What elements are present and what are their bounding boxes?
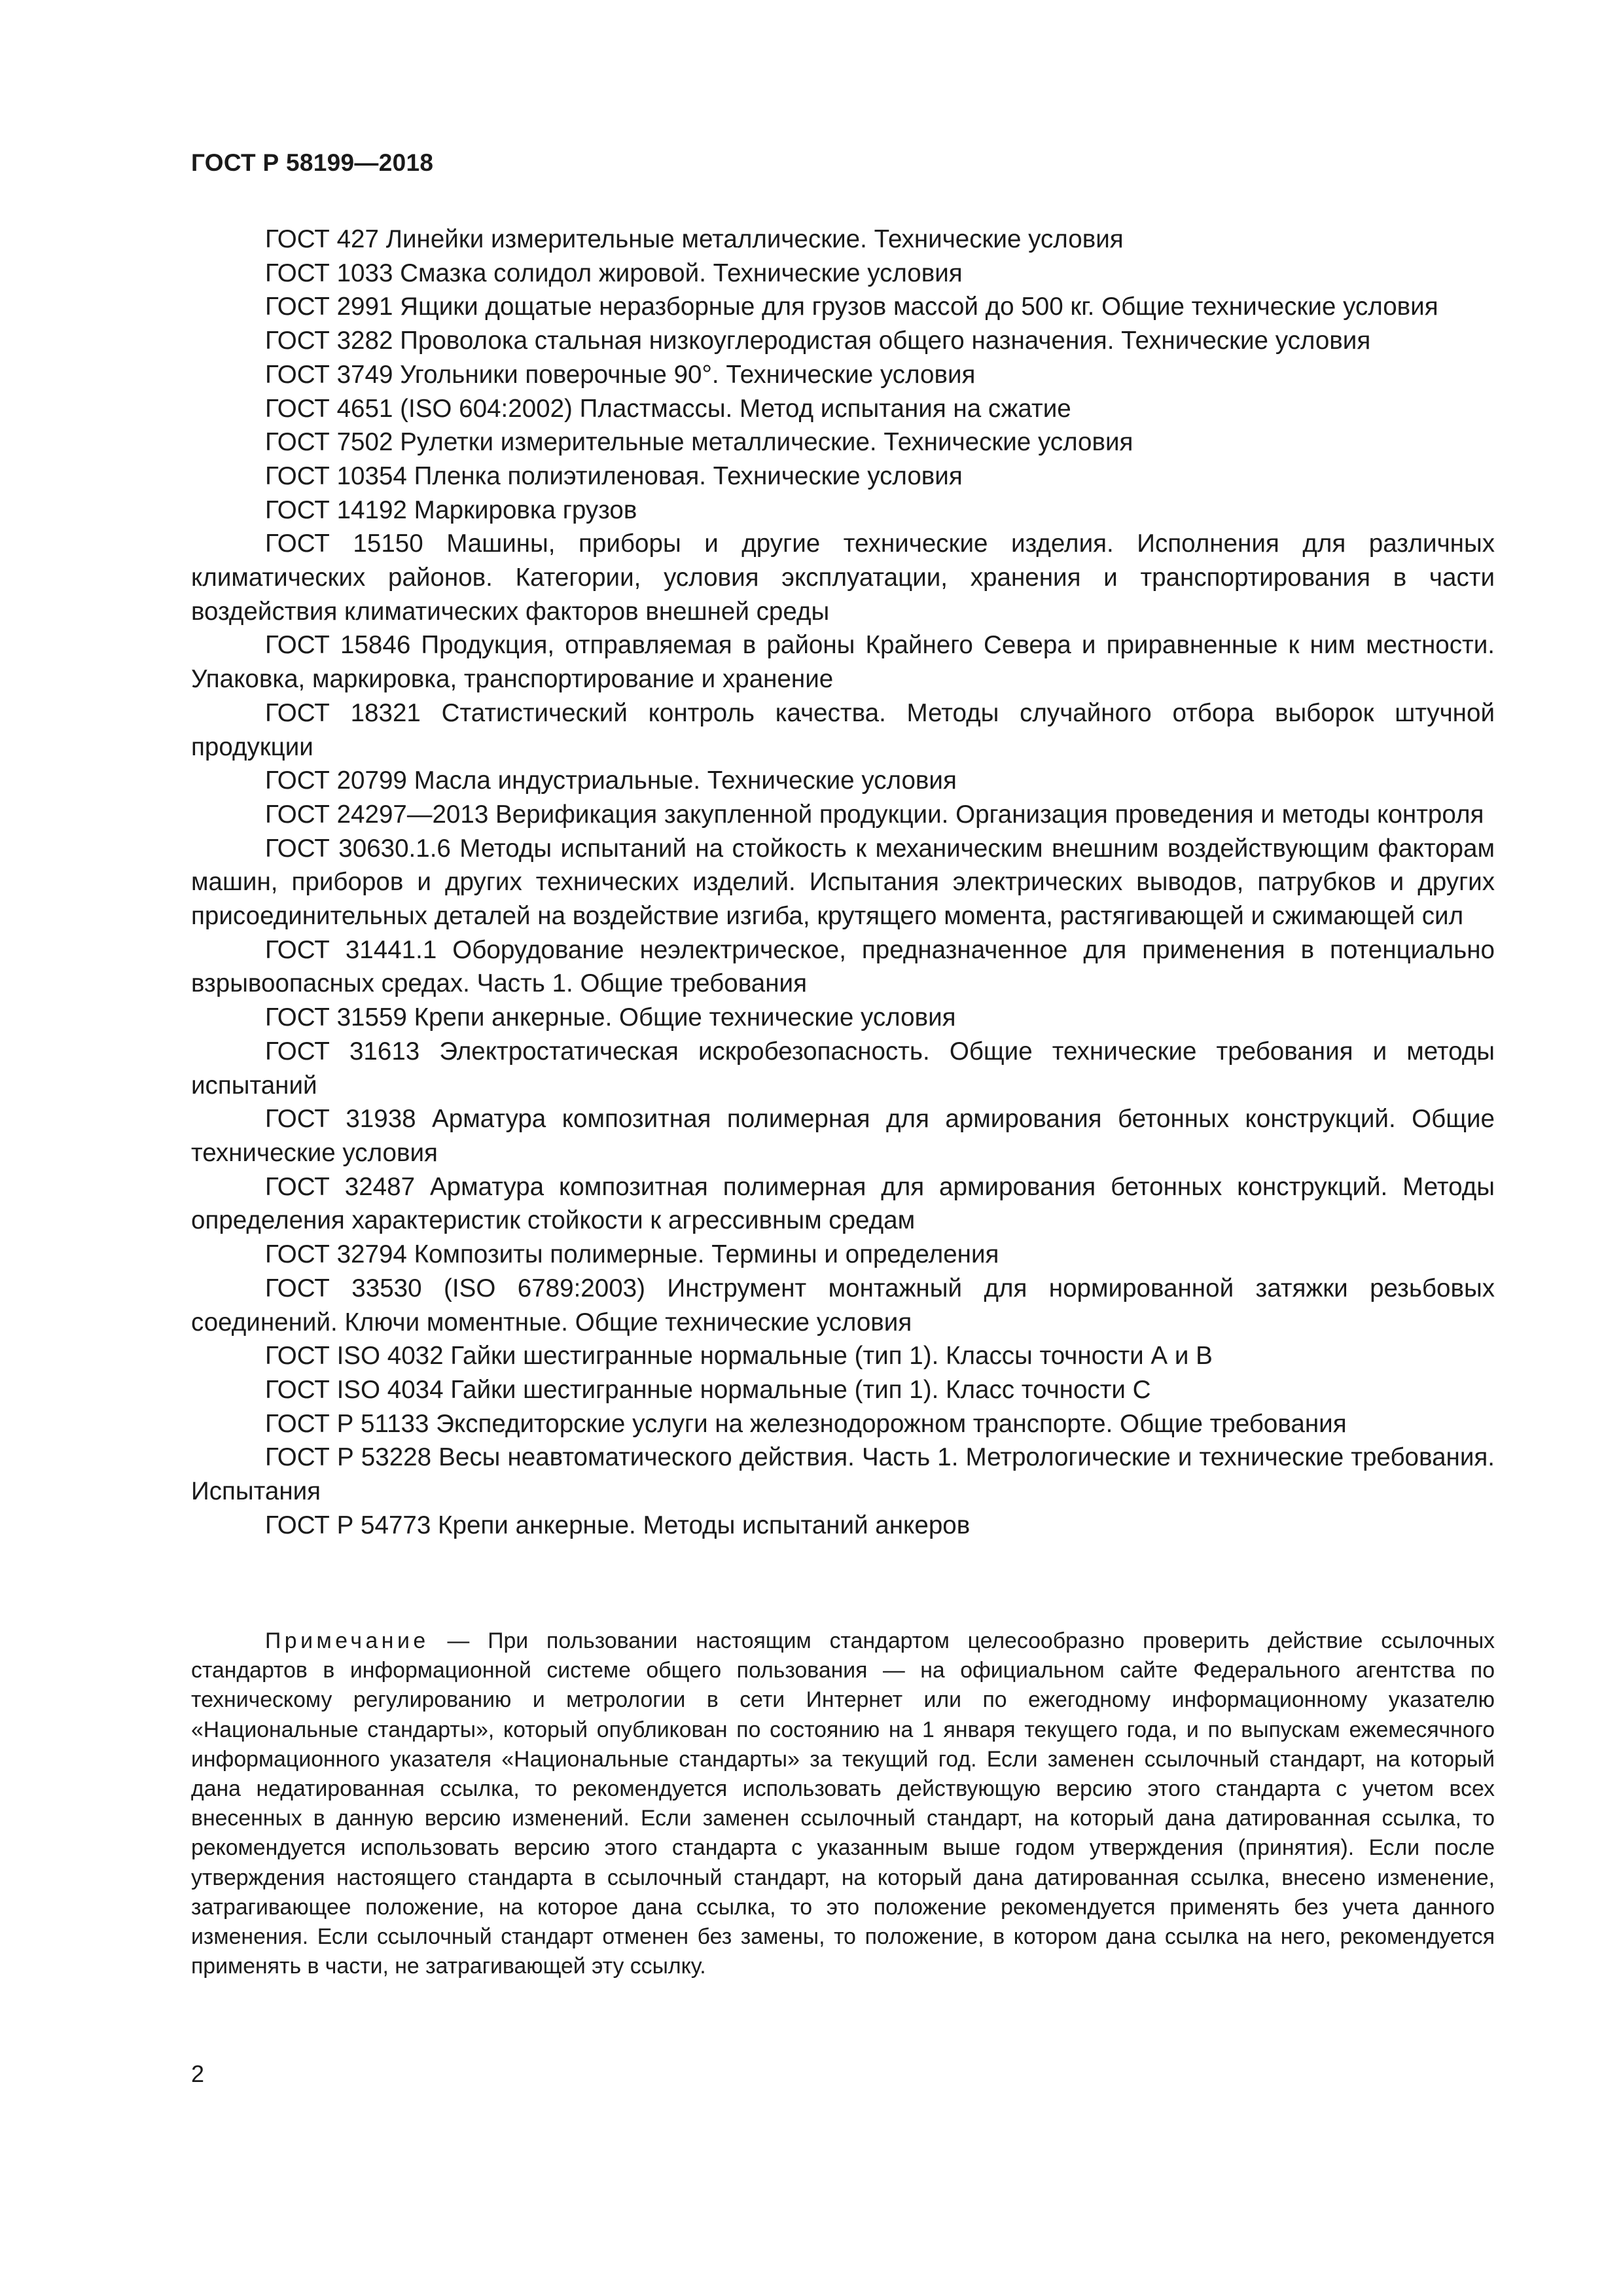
reference-item: ГОСТ 30630.1.6 Методы испытаний на стойкость к механическим внешним воздействующим факторам машин, приборов и других технических изделий. Испытания электрических выводов, патрубков и других присоединительных деталей на воздействие изгиба, крутящего момента, растягивающей и сжимающей сил [191,834,1495,931]
reference-item: ГОСТ 15846 Продукция, отправляемая в районы Крайнего Севера и приравненные к ним местности. Упаковка, маркировка, транспортирование и хранение [191,631,1495,694]
note-text: — При пользовании настоящим стандартом целесообразно проверить действие ссылочных стандартов в информационной системе общего пользования — на официальном сайте Федерального агентства по техническому регулированию и метрологии в сети Интернет или по ежегодному информационному указателю «Национальные стандарты», который опубликован по состоянию на 1 января текущего года, и по выпускам ежемесячного информационного указателя «Национальные стандарты» за текущий год. Если заменен ссылочный стандарт, на который дана недатированная ссылка, то рекомендуется использовать действующую версию этого стандарта с учетом всех внесенных в данную версию изменений. Если заменен ссылочный стандарт, на который дана датированная ссылка, то рекомендуется использовать версию этого стандарта с указанным выше годом утверждения (принятия). Если после утверждения настоящего стандарта в ссылочный стандарт, на который дана датированная ссылка, внесено изменение, затрагивающее положение, на которое дана ссылка, то это положение рекомендуется применять без учета данного изменения. Если ссылочный стандарт отменен без замены, то положение, в котором дана ссылка на него, рекомендуется применять в части, не затрагивающей эту ссылку. [191,1628,1495,1979]
reference-item: ГОСТ 3282 Проволока стальная низкоуглеродистая общего назначения. Технические условия [265,327,1371,355]
reference-item: ГОСТ 4651 (ISO 604:2002) Пластмассы. Метод испытания на сжатие [265,394,1071,423]
reference-item: ГОСТ 31559 Крепи анкерные. Общие технические условия [265,1003,956,1032]
reference-item: ГОСТ 2991 Ящики дощатые неразборные для грузов массой до 500 кг. Общие технические условия [265,293,1438,321]
reference-item: ГОСТ 10354 Пленка полиэтиленовая. Технические условия [265,461,963,490]
reference-item: ГОСТ Р 53228 Весы неавтоматического действия. Часть 1. Метрологические и технические требования. Испытания [191,1443,1495,1506]
note-paragraph [191,1626,1495,1981]
page-number: 2 [191,2060,205,2087]
reference-item: ГОСТ 427 Линейки измерительные металлические. Технические условия [265,225,1124,253]
reference-item: ГОСТ 24297—2013 Верификация закупленной продукции. Организация проведения и методы контроля [265,800,1484,829]
reference-item: ГОСТ 20799 Масла индустриальные. Технические условия [265,766,957,795]
reference-item: ГОСТ 18321 Статистический контроль качества. Методы случайного отбора выборок штучной продукции [191,698,1495,761]
reference-item: ГОСТ 15150 Машины, приборы и другие технические изделия. Исполнения для различных климатических районов. Категории, условия эксплуатации, хранения и транспортирования в части воздействия климатических факторов внешней среды [191,529,1495,626]
reference-item: ГОСТ 1033 Смазка солидол жировой. Технические условия [265,259,963,287]
reference-item: ГОСТ 32487 Арматура композитная полимерная для армирования бетонных конструкций. Методы определения характеристик стойкости к агрессивным средам [191,1172,1495,1235]
normative-references-list [191,223,1495,1542]
reference-item: ГОСТ 31938 Арматура композитная полимерная для армирования бетонных конструкций. Общие технические условия [191,1105,1495,1167]
reference-item: ГОСТ ISO 4032 Гайки шестигранные нормальные (тип 1). Классы точности А и В [265,1342,1213,1371]
reference-item: ГОСТ 33530 (ISO 6789:2003) Инструмент монтажный для нормированной затяжки резьбовых соединений. Ключи моментные. Общие технические условия [191,1274,1495,1336]
document-header: ГОСТ Р 58199—2018 [191,149,434,176]
reference-item: ГОСТ Р 54773 Крепи анкерные. Методы испытаний анкеров [265,1511,971,1539]
reference-item: ГОСТ 31441.1 Оборудование неэлектрическое, предназначенное для применения в потенциально взрывоопасных средах. Часть 1. Общие требования [191,935,1495,998]
reference-item: ГОСТ 3749 Угольники поверочные 90°. Технические условия [265,360,976,389]
note-label: Примечание [265,1628,429,1653]
reference-item: ГОСТ 14192 Маркировка грузов [265,495,637,524]
reference-item: ГОСТ 32794 Композиты полимерные. Термины и определения [265,1240,999,1269]
reference-item: ГОСТ 31613 Электростатическая искробезопасность. Общие технические требования и методы испытаний [191,1037,1495,1100]
reference-item: ГОСТ Р 51133 Экспедиторские услуги на железнодорожном транспорте. Общие требования [265,1409,1347,1438]
reference-item: ГОСТ 7502 Рулетки измерительные металлические. Технические условия [265,428,1133,457]
reference-item: ГОСТ ISO 4034 Гайки шестигранные нормальные (тип 1). Класс точности С [265,1375,1151,1404]
